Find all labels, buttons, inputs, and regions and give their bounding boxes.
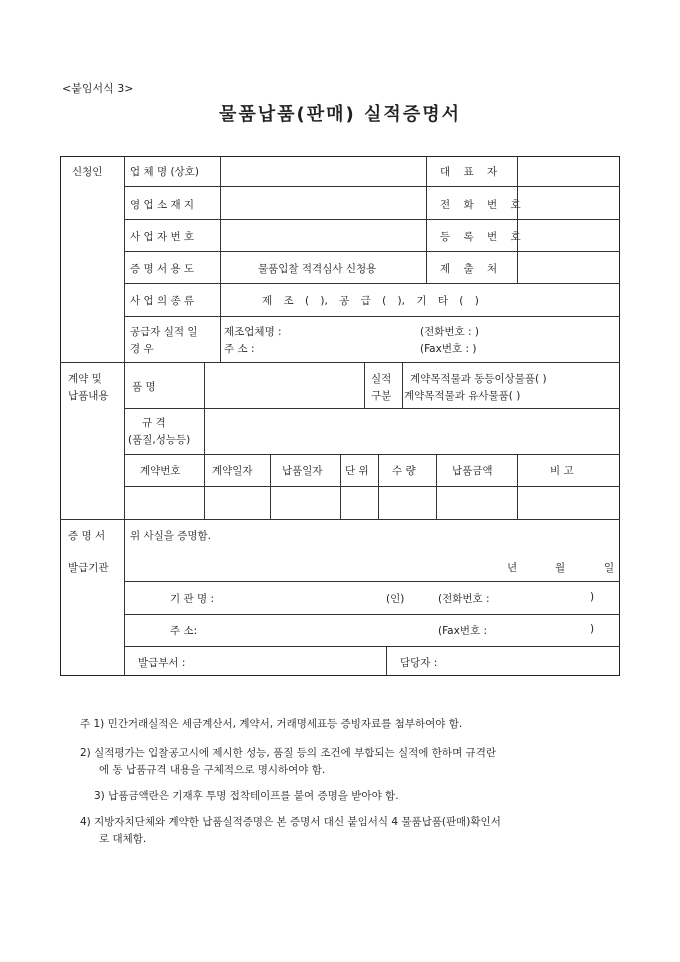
column-remarks: 비 고 <box>550 465 574 477</box>
certify-statement: 위 사실을 증명함. <box>130 530 212 542</box>
supplier-label-2: 경 우 <box>130 343 154 355</box>
kind-option-equal: 계약목적물과 동등이상물품( ) <box>410 373 547 385</box>
org-address-label: 주 소: <box>170 625 198 637</box>
org-fax-close: ) <box>590 623 595 635</box>
rule <box>204 362 205 408</box>
rule <box>124 316 620 317</box>
applicant-section-label: 신청인 <box>72 166 103 178</box>
org-name-label: 기 관 명 : <box>170 593 214 605</box>
note-4: 4) 지방자치단체와 계약한 납품실적증명은 본 증명서 대신 붙임서식 4 물품납품(판매)확인서 <box>80 816 501 828</box>
spec-label-1: 규 격 <box>142 417 166 429</box>
maker-fax: (Fax번호 : ) <box>420 343 477 355</box>
rule <box>124 251 620 252</box>
biztype-value: 제 조 ( ), 공 급 ( ), 기 타 ( ) <box>262 295 479 307</box>
rule <box>124 283 620 284</box>
certificate-section-label-1: 증 명 서 <box>68 530 106 542</box>
rule <box>220 316 221 362</box>
note-3: 3) 납품금액란은 기재후 투명 접착테이프를 붙여 증명을 받아야 함. <box>94 790 399 802</box>
rule <box>204 454 205 519</box>
kind-option-similar: 계약목적물과 유사물품( ) <box>404 390 521 402</box>
note-4-cont: 로 대체함. <box>99 833 147 845</box>
purpose-label: 증 명 서 용 도 <box>130 263 195 275</box>
rule <box>124 408 620 409</box>
note-1: 주 1) 민간거래실적은 세금계산서, 계약서, 거래명세표등 증빙자료를 첨부하여야 함. <box>80 718 463 730</box>
rule <box>426 156 427 283</box>
rule <box>517 156 518 283</box>
rule <box>124 486 620 487</box>
column-amount: 납품금액 <box>452 465 493 477</box>
date-month: 월 <box>555 562 566 574</box>
spec-label-2: (품질,성능등) <box>128 434 191 446</box>
date-day: 일 <box>604 562 615 574</box>
phone-label: 전 화 번 호 <box>440 199 526 211</box>
date-year: 년 <box>507 562 518 574</box>
submit-label: 제 출 처 <box>440 263 503 275</box>
note-2: 2) 실적평가는 입찰공고시에 제시한 성능, 품질 등의 조건에 부합되는 실적에 한하며 규격란 <box>80 747 496 759</box>
bizno-label: 사 업 자 번 호 <box>130 231 195 243</box>
contract-section-label-2: 납품내용 <box>68 390 109 402</box>
seal-mark: (인) <box>386 593 405 605</box>
maker-phone: (전화번호 : ) <box>420 326 479 338</box>
maker-label: 제조업체명 : <box>224 326 282 338</box>
rule <box>386 646 387 676</box>
rule <box>220 156 221 316</box>
column-quantity: 수 량 <box>392 465 416 477</box>
page-title: 물품납품(판매) 실적증명서 <box>219 104 461 125</box>
column-delivery-date: 납품일자 <box>282 465 323 477</box>
manager-label: 담당자 : <box>400 657 438 669</box>
org-phone-close: ) <box>590 591 595 603</box>
company-label: 업 체 명 (상호) <box>130 166 199 178</box>
address-label: 영 업 소 재 지 <box>130 199 195 211</box>
column-unit: 단 위 <box>345 465 369 477</box>
rule <box>124 646 620 647</box>
rule <box>436 454 437 519</box>
biztype-label: 사 업 의 종 류 <box>130 295 195 307</box>
rule <box>124 614 620 615</box>
contract-section-label-1: 계약 및 <box>68 373 102 385</box>
column-contract-date: 계약일자 <box>212 465 253 477</box>
rule <box>124 454 620 455</box>
column-contract-no: 계약번호 <box>140 465 181 477</box>
rule <box>204 408 205 454</box>
rule <box>378 454 379 519</box>
rule <box>402 362 403 408</box>
rule <box>340 454 341 519</box>
supplier-label-1: 공급자 실적 일 <box>130 326 198 338</box>
rule <box>60 362 620 363</box>
note-2-cont: 에 동 납품규격 내용을 구체적으로 명시하여야 함. <box>99 764 326 776</box>
rule <box>124 219 620 220</box>
kind-label-1: 실적 <box>371 373 392 385</box>
attachment-label: <붙임서식 3> <box>62 82 134 95</box>
rule <box>364 362 365 408</box>
regno-label: 등 록 번 호 <box>440 231 526 243</box>
certificate-section-label-2: 발급기관 <box>68 562 109 574</box>
maker-address-label: 주 소 : <box>224 343 255 355</box>
ceo-label: 대 표 자 <box>440 166 503 178</box>
rule <box>124 156 125 676</box>
item-label: 품 명 <box>132 381 156 393</box>
org-phone: (전화번호 : <box>438 593 490 605</box>
org-fax: (Fax번호 : <box>438 625 487 637</box>
rule <box>124 186 620 187</box>
purpose-value: 물품입찰 적격심사 신청용 <box>258 263 377 275</box>
rule <box>517 454 518 519</box>
kind-label-2: 구분 <box>371 390 392 402</box>
rule <box>60 519 620 520</box>
issuing-dept-label: 발급부서 : <box>138 657 186 669</box>
rule <box>124 581 620 582</box>
rule <box>270 454 271 519</box>
